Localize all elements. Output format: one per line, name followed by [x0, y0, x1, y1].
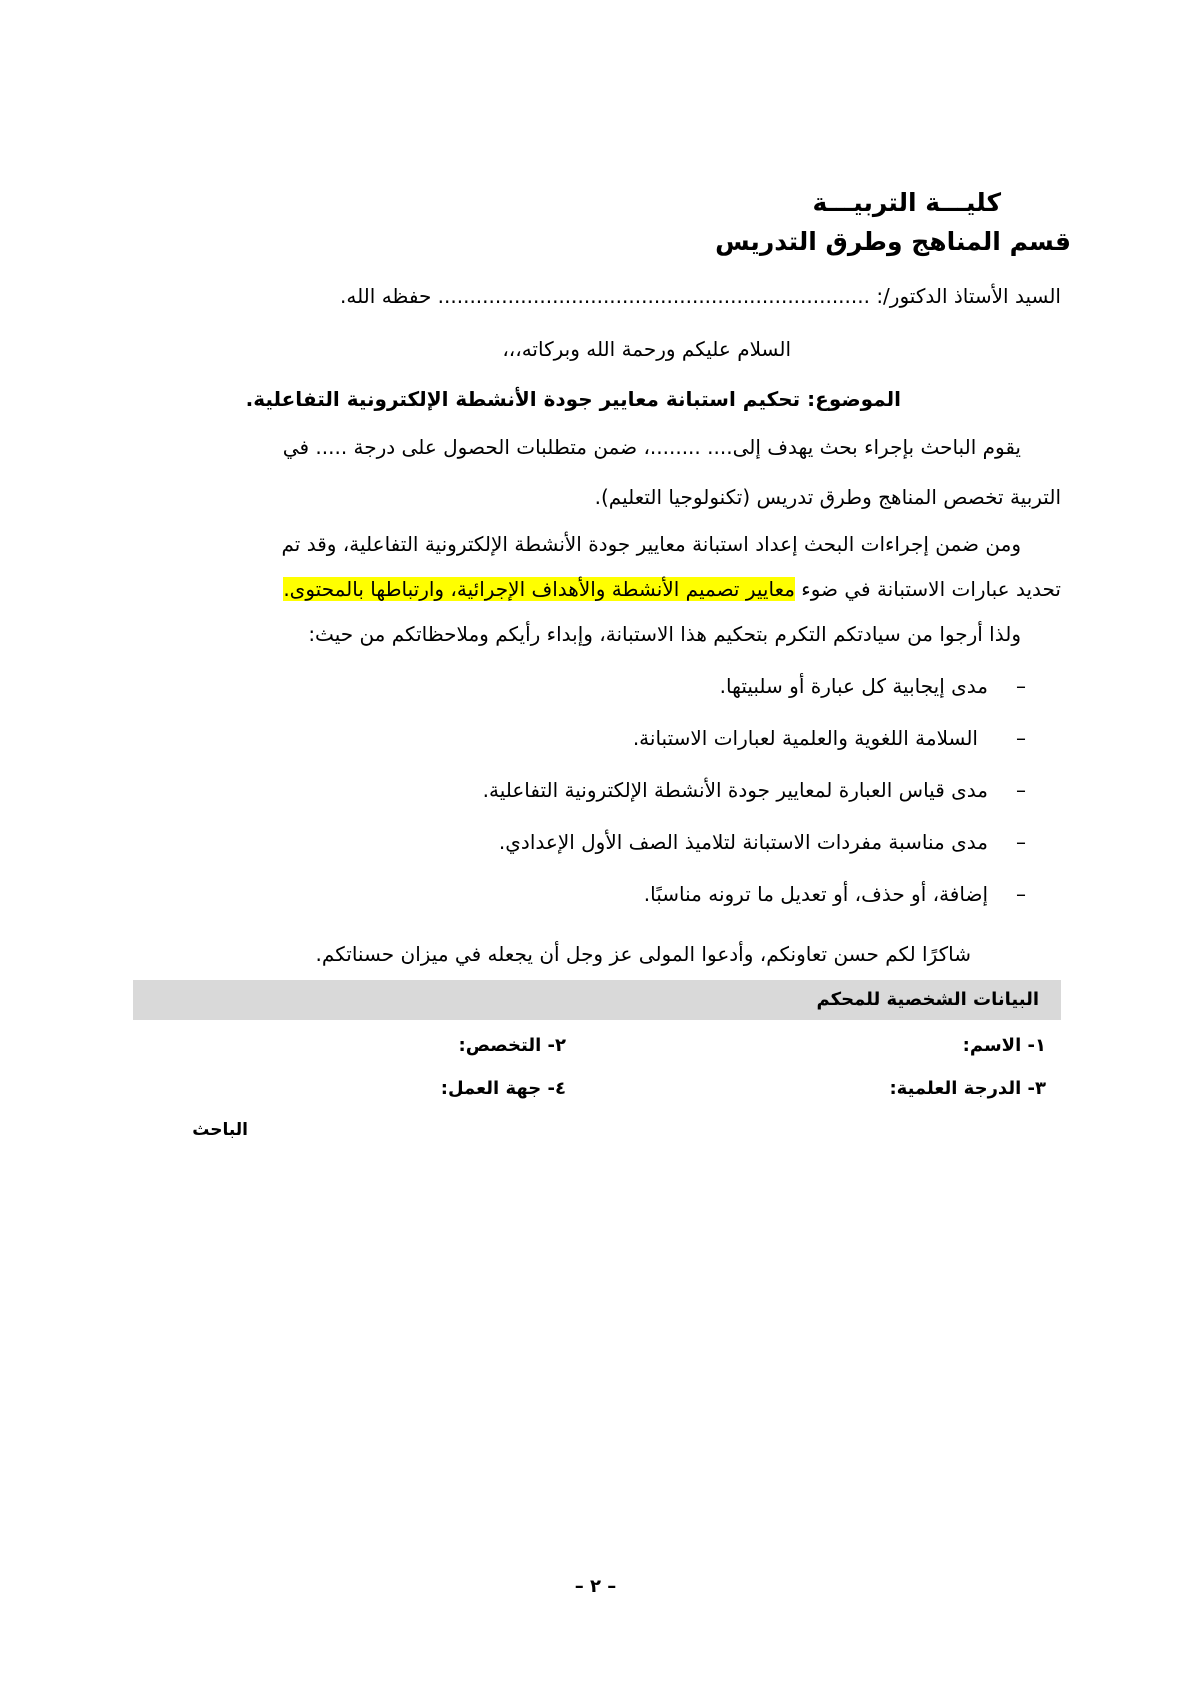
paragraph-3: ولذا أرجوا من سيادتكم التكرم بتحكيم هذا الاستبانة، وإبداء رأيكم وملاحظاتكم من حيث: [308, 622, 1021, 646]
list-item-text: مدى قياس العبارة لمعايير جودة الأنشطة الإلكترونية التفاعلية. [482, 778, 988, 802]
list-item [720, 672, 1026, 700]
closing-thanks: شاكرًا لكم حسن تعاونكم، وأدعوا المولى عز وجل أن يجعله في ميزان حسناتكم. [315, 942, 971, 966]
list-item [483, 776, 1026, 804]
list-item-text: مدى إيجابية كل عبارة أو سلبيتها. [719, 674, 988, 698]
dash-bullet-icon: – [1016, 830, 1026, 854]
researcher-signature: الباحث [192, 1120, 248, 1140]
list-item [644, 880, 1026, 908]
field-name: ١- الاسم: [962, 1035, 1046, 1056]
dash-bullet-icon: – [1016, 674, 1026, 698]
list-item-text: السلامة اللغوية والعلمية لعبارات الاستبانة. [632, 726, 978, 750]
field-specialization: ٢- التخصص: [458, 1035, 566, 1056]
dash-bullet-icon: – [1016, 726, 1026, 750]
paragraph-1-line-2: التربية تخصص المناهج وطرق تدريس (تكنولوجيا التعليم). [594, 485, 1061, 509]
list-item-text: إضافة، أو حذف، أو تعديل ما ترونه مناسبًا. [643, 882, 988, 906]
page-number: – ٢ – [574, 1576, 617, 1597]
reviewer-info-title: البيانات الشخصية للمحكم [816, 989, 1039, 1010]
paragraph-1-line-1: يقوم الباحث بإجراء بحث يهدف إلى.... ........، ضمن متطلبات الحصول على درجة ..... في [282, 435, 1021, 459]
field-academic-degree: ٣- الدرجة العلمية: [889, 1078, 1046, 1099]
field-workplace: ٤- جهة العمل: [440, 1078, 566, 1099]
greeting: السلام عليكم ورحمة الله وبركاته،،، [502, 337, 791, 361]
paragraph-2-line-1: ومن ضمن إجراءات البحث إعداد استبانة معايير جودة الأنشطة الإلكترونية التفاعلية، وقد تم [281, 532, 1021, 556]
list-item [499, 828, 1026, 856]
list-item [633, 724, 1026, 752]
reviewer-info-header [133, 980, 1061, 1020]
subject-line: الموضوع: تحكيم استبانة معايير جودة الأنشطة الإلكترونية التفاعلية. [245, 387, 901, 411]
faculty-title: كليـــة التربيـــة [812, 188, 1001, 217]
list-item-text: مدى مناسبة مفردات الاستبانة لتلاميذ الصف الأول الإعدادي. [498, 830, 988, 854]
highlighted-text: معايير تصميم الأنشطة والأهداف الإجرائية، وارتباطها بالمحتوى. [283, 577, 795, 601]
addressee-line: السيد الأستاذ الدكتور/: .................................................................... حفظه الله. [339, 284, 1061, 308]
paragraph-2-line-2 [131, 575, 1061, 603]
dash-bullet-icon: – [1016, 882, 1026, 906]
department-title: قسم المناهج وطرق التدريس [715, 227, 1071, 256]
paragraph-2-plain-text: تحديد عبارات الاستبانة في ضوء [794, 577, 1061, 601]
dash-bullet-icon: – [1016, 778, 1026, 802]
